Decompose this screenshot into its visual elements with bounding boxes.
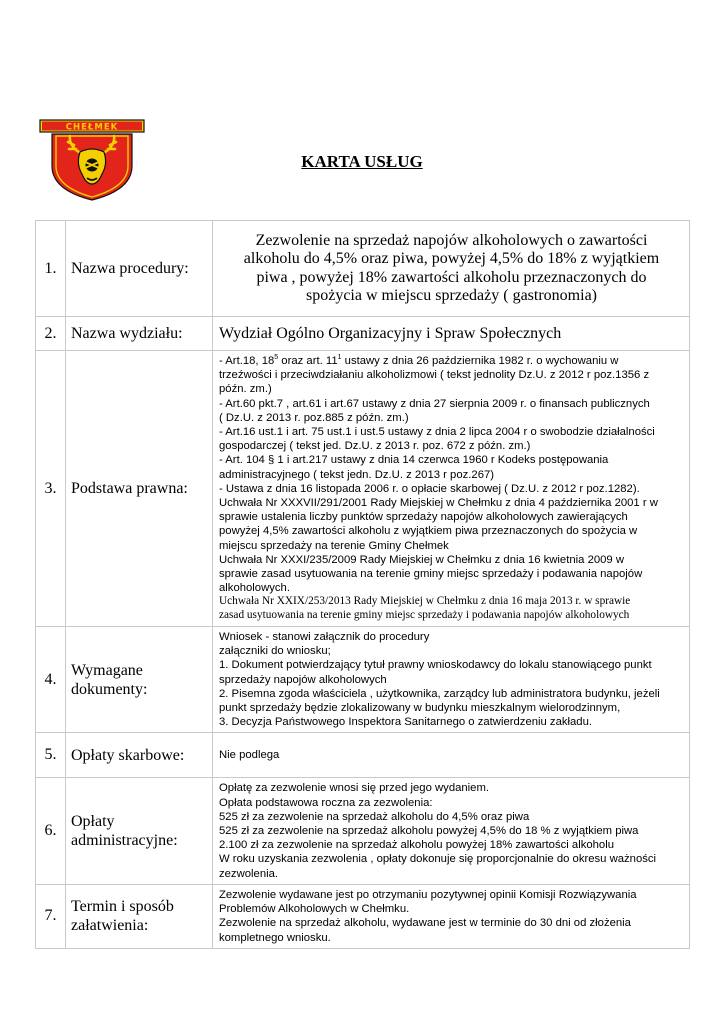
legal-basis-line: Uchwała Nr XXXVII/291/2001 Rady Miejskiej w Chełmku z dnia 4 października 2001 r w — [219, 497, 658, 510]
legal-basis-line: późn. zm.) — [219, 383, 272, 396]
row-label: Opłaty skarbowe: — [66, 733, 213, 778]
table-row — [36, 778, 690, 884]
table-row — [36, 733, 690, 778]
row-number: 2. — [36, 317, 66, 351]
processing-line: Problemów Alkoholowych w Chełmku. — [219, 903, 410, 916]
legal-basis-line: gospodarczej ( tekst jed. Dz.U. z 2013 r. poz. 672 z późn. zm.) — [219, 440, 531, 453]
procedure-name-line: piwa , powyżej 18% zawartości alkoholu przeznaczonych do — [256, 268, 647, 286]
documents-line: Wniosek - stanowi załącznik do procedury — [219, 631, 430, 644]
legal-basis-line: - Art.18, $18^5$ oraz art. $11^1$ ustawy z dnia 26 października 1982 r. o wychowaniu w — [219, 354, 619, 367]
legal-basis — [213, 351, 690, 627]
row-label: Nazwa wydziału: — [66, 317, 213, 351]
legal-basis-line: Uchwała Nr XXIX/253/2013 Rady Miejskiej w Chełmku z dnia 16 maja 2013 r. w sprawie — [219, 595, 631, 608]
procedure-name — [213, 221, 690, 317]
procedure-name-line: spożycia w miejscu sprzedaży ( gastronomia) — [305, 287, 597, 304]
administrative-fees — [213, 778, 690, 884]
row-number: 1. — [36, 221, 66, 317]
legal-basis-line: trzeźwości i przeciwdziałaniu alkoholizmowi ( tekst jednolity Dz.U. z 2012 r poz.1356 z — [219, 369, 650, 382]
row-label: Podstawa prawna: — [66, 351, 213, 627]
row-number: 3. — [36, 351, 66, 627]
service-card-table — [35, 220, 690, 949]
department-name: Wydział Ogólno Organizacyjny i Spraw Społecznych — [213, 317, 690, 351]
processing-line: Zezwolenie wydawane jest po otrzymaniu pozytywnej opinii Komisji Rozwiązywania — [219, 888, 637, 901]
fees-line: W roku uzyskania zezwolenia , opłaty dokonuje się proporcjonalnie do okresu ważności — [219, 853, 657, 866]
legal-basis-line: zasad usytuowania na terenie gminy miejsc sprzedaży i podawania napojów alkoholowych — [219, 609, 630, 622]
legal-basis-line: - Ustawa z dnia 16 listopada 2006 r. o opłacie skarbowej ( Dz.U. z 2012 r poz.1282). — [219, 482, 640, 495]
crest-name-text: CHEŁMEK — [65, 122, 119, 133]
table-row — [36, 627, 690, 733]
fees-line: Opłatę za zezwolenie wnosi się przed jego wydaniem. — [219, 782, 490, 795]
legal-basis-line: ( Dz.U. z 2013 r. poz.885 z późn. zm.) — [219, 411, 409, 424]
procedure-name-line: Zezwolenie na sprzedaż napojów alkoholowych o zawartości — [255, 231, 648, 249]
processing-line: Zezwolenie na sprzedaż alkoholu, wydawane jest w terminie do 30 dni od złożenia — [219, 917, 631, 930]
fees-line: 2.100 zł za zezwolenie na sprzedaż alkoholu powyżej 18% zawartości alkoholu — [219, 839, 614, 852]
legal-basis-line: powyżej 4,5% zawartości alkoholu z wyjątkiem piwa przeznaczonych do spożycia w — [219, 525, 638, 538]
documents-line: punkt sprzedaży będzie zlokalizowany w budynku mieszkalnym wielorodzinnym, — [219, 702, 621, 715]
stamp-duty-line: Nie podlega — [219, 749, 280, 762]
table-row — [36, 317, 690, 351]
fees-line: Opłata podstawowa roczna za zezwolenia: — [219, 796, 433, 809]
page-title: KARTA USŁUG — [301, 152, 423, 171]
table-row — [36, 221, 690, 317]
required-documents — [213, 627, 690, 733]
row-number: 4. — [36, 627, 66, 733]
documents-line: 1. Dokument potwierdzający tytuł prawny wnioskodawcy do lokalu stanowiącego punkt — [219, 659, 652, 672]
procedure-name-line: alkoholu do 4,5% oraz piwa, powyżej 4,5% do 18% z wyjątkiem — [243, 250, 660, 267]
legal-basis-line: - Art. 104 § 1 i art.217 ustawy z dnia 14 czerwca 1960 r Kodeks postępowania — [219, 454, 609, 467]
documents-line: 3. Decyzja Państwowego Inspektora Sanitarnego o zatwierdzeniu zakładu. — [219, 716, 593, 729]
table-row — [36, 884, 690, 948]
fees-line: 525 zł za zezwolenie na sprzedaż alkoholu do 4,5% oraz piwa — [219, 810, 530, 823]
legal-basis-line: miejscu sprzedaży na terenie Gminy Chełmek — [219, 539, 449, 552]
documents-line: załączniki do wniosku; — [219, 645, 331, 658]
row-label: Wymagane dokumenty: — [66, 627, 213, 733]
row-number: 6. — [36, 778, 66, 884]
row-number: 7. — [36, 884, 66, 948]
fees-line: zezwolenia. — [219, 867, 279, 880]
documents-line: sprzedaży napojów alkoholowych — [219, 673, 387, 686]
row-label: Termin i sposób załatwienia: — [66, 884, 213, 948]
legal-basis-line: administracyjnego ( tekst jedn. Dz.U. z 2013 r poz.267) — [219, 468, 495, 481]
table-row — [36, 351, 690, 627]
documents-line: 2. Pisemna zgoda właściciela , użytkownika, zarządcy lub administratora budynku, jeżeli — [219, 687, 660, 700]
legal-basis-line: sprawie ustalenia liczby punktów sprzedaży napojów alkoholowych zawierających — [219, 511, 628, 524]
processing-line: kompletnego wniosku. — [219, 931, 331, 944]
fees-line: 525 zł za zezwolenie na sprzedaż alkoholu powyżej 4,5% do 18 % z wyjątkiem piwa — [219, 825, 639, 838]
processing-time — [213, 884, 690, 948]
legal-basis-line: - Art.16 ust.1 i art. 75 ust.1 i ust.5 ustawy z dnia 2 lipca 2004 r o swobodzie działalności — [219, 426, 655, 439]
row-label: Opłaty administracyjne: — [66, 778, 213, 884]
legal-basis-line: - Art.60 pkt.7 , art.61 i art.67 ustawy z dnia 27 sierpnia 2009 r. o finansach publicznych — [219, 397, 650, 410]
legal-basis-line: sprawie zasad usytuowania na terenie gminy miejsc sprzedaży i podawania napojów — [219, 568, 643, 581]
legal-basis-line: Uchwała Nr XXXI/235/2009 Rady Miejskiej w Chełmku z dnia 16 kwietnia 2009 w — [219, 553, 625, 566]
row-label: Nazwa procedury: — [66, 221, 213, 317]
legal-basis-line: alkoholowych. — [219, 582, 290, 595]
stamp-duty — [213, 733, 690, 778]
row-number: 5. — [36, 733, 66, 778]
